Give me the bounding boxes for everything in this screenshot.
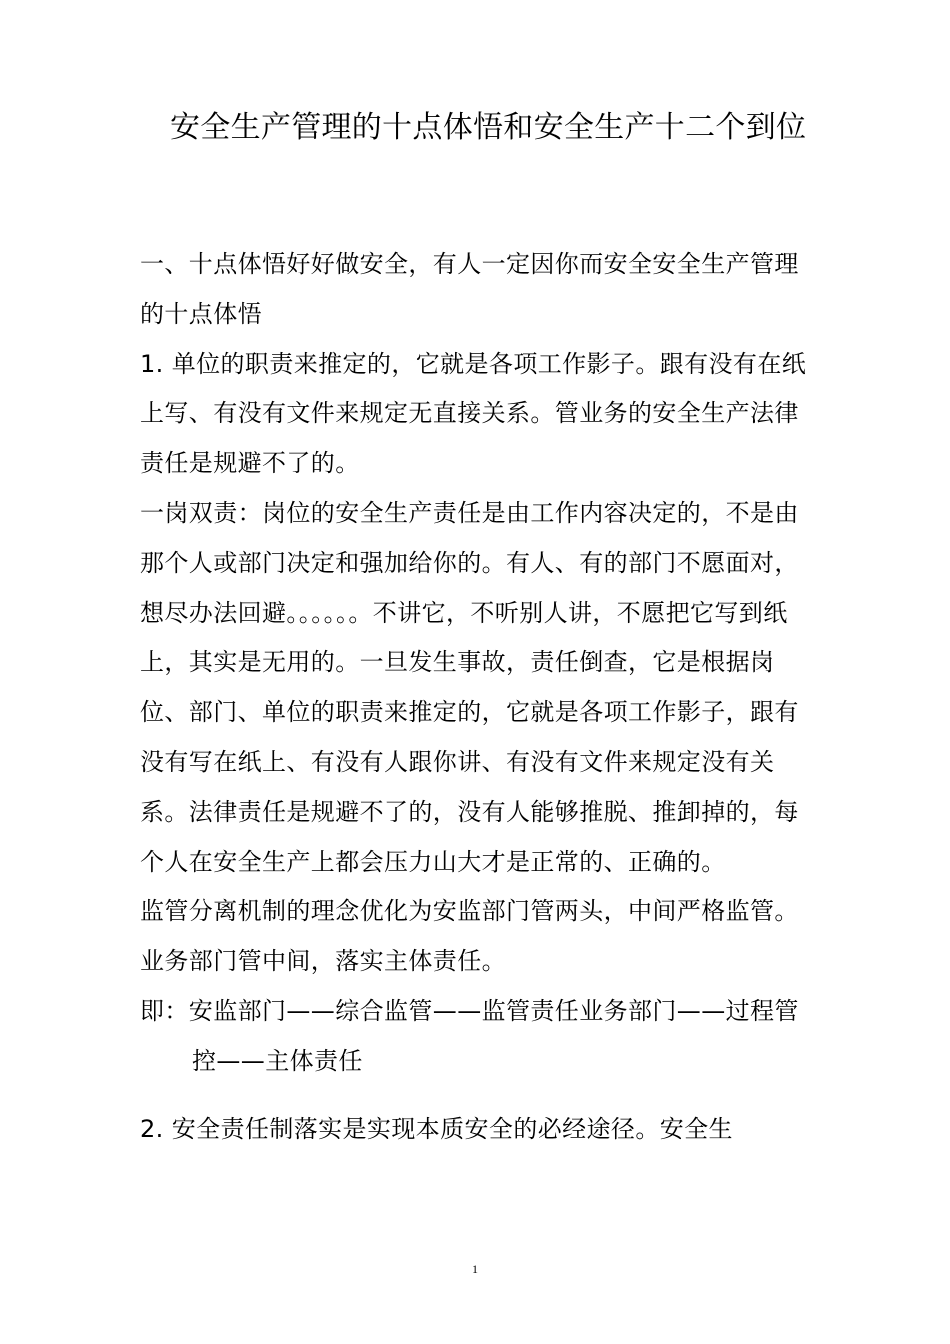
page-number: 1 xyxy=(472,1262,478,1276)
paragraph-point-1: 1. 单位的职责来推定的，它就是各项工作影子。跟有没有在纸上写、有没有文件来规定无直接关系。管业务的安全生产法律责任是规避不了的。 xyxy=(140,349,807,478)
document-body xyxy=(140,240,820,1154)
paragraph-section-heading: 一、十点体悟好好做安全，有人一定因你而安全安全生产管理的十点体悟 xyxy=(140,250,799,328)
paragraph-dual-responsibility: 一岗双责：岗位的安全生产责任是由工作内容决定的，不是由那个人或部门决定和强加给你的。有人、有的部门不愿面对，想尽办法回避。。。。。。不讲它，不听别人讲，不愿把它写到纸上，其实是无用的。一旦发生事故，责任倒查，它是根据岗位、部门、单位的职责来推定的，它就是各项工作影子，跟有没有写在纸上、有没有人跟你讲、有没有文件来规定没有关系。法律责任是规避不了的，没有人能够推脱、推卸掉的，每个人在安全生产上都会压力山大才是正常的、正确的。 xyxy=(140,498,799,876)
paragraph-responsibility-chain: 即：安监部门——综合监管——监管责任业务部门——过程管控——主体责任 xyxy=(140,996,799,1075)
paragraph-supervision-mechanism: 监管分离机制的理念优化为安监部门管两头，中间严格监管。业务部门管中间，落实主体责任。 xyxy=(140,897,799,976)
document-title: 安全生产管理的十点体悟和安全生产十二个到位 xyxy=(170,110,807,145)
paragraph-point-2: 2. 安全责任制落实是实现本质安全的必经途径。安全生 xyxy=(140,1114,733,1143)
